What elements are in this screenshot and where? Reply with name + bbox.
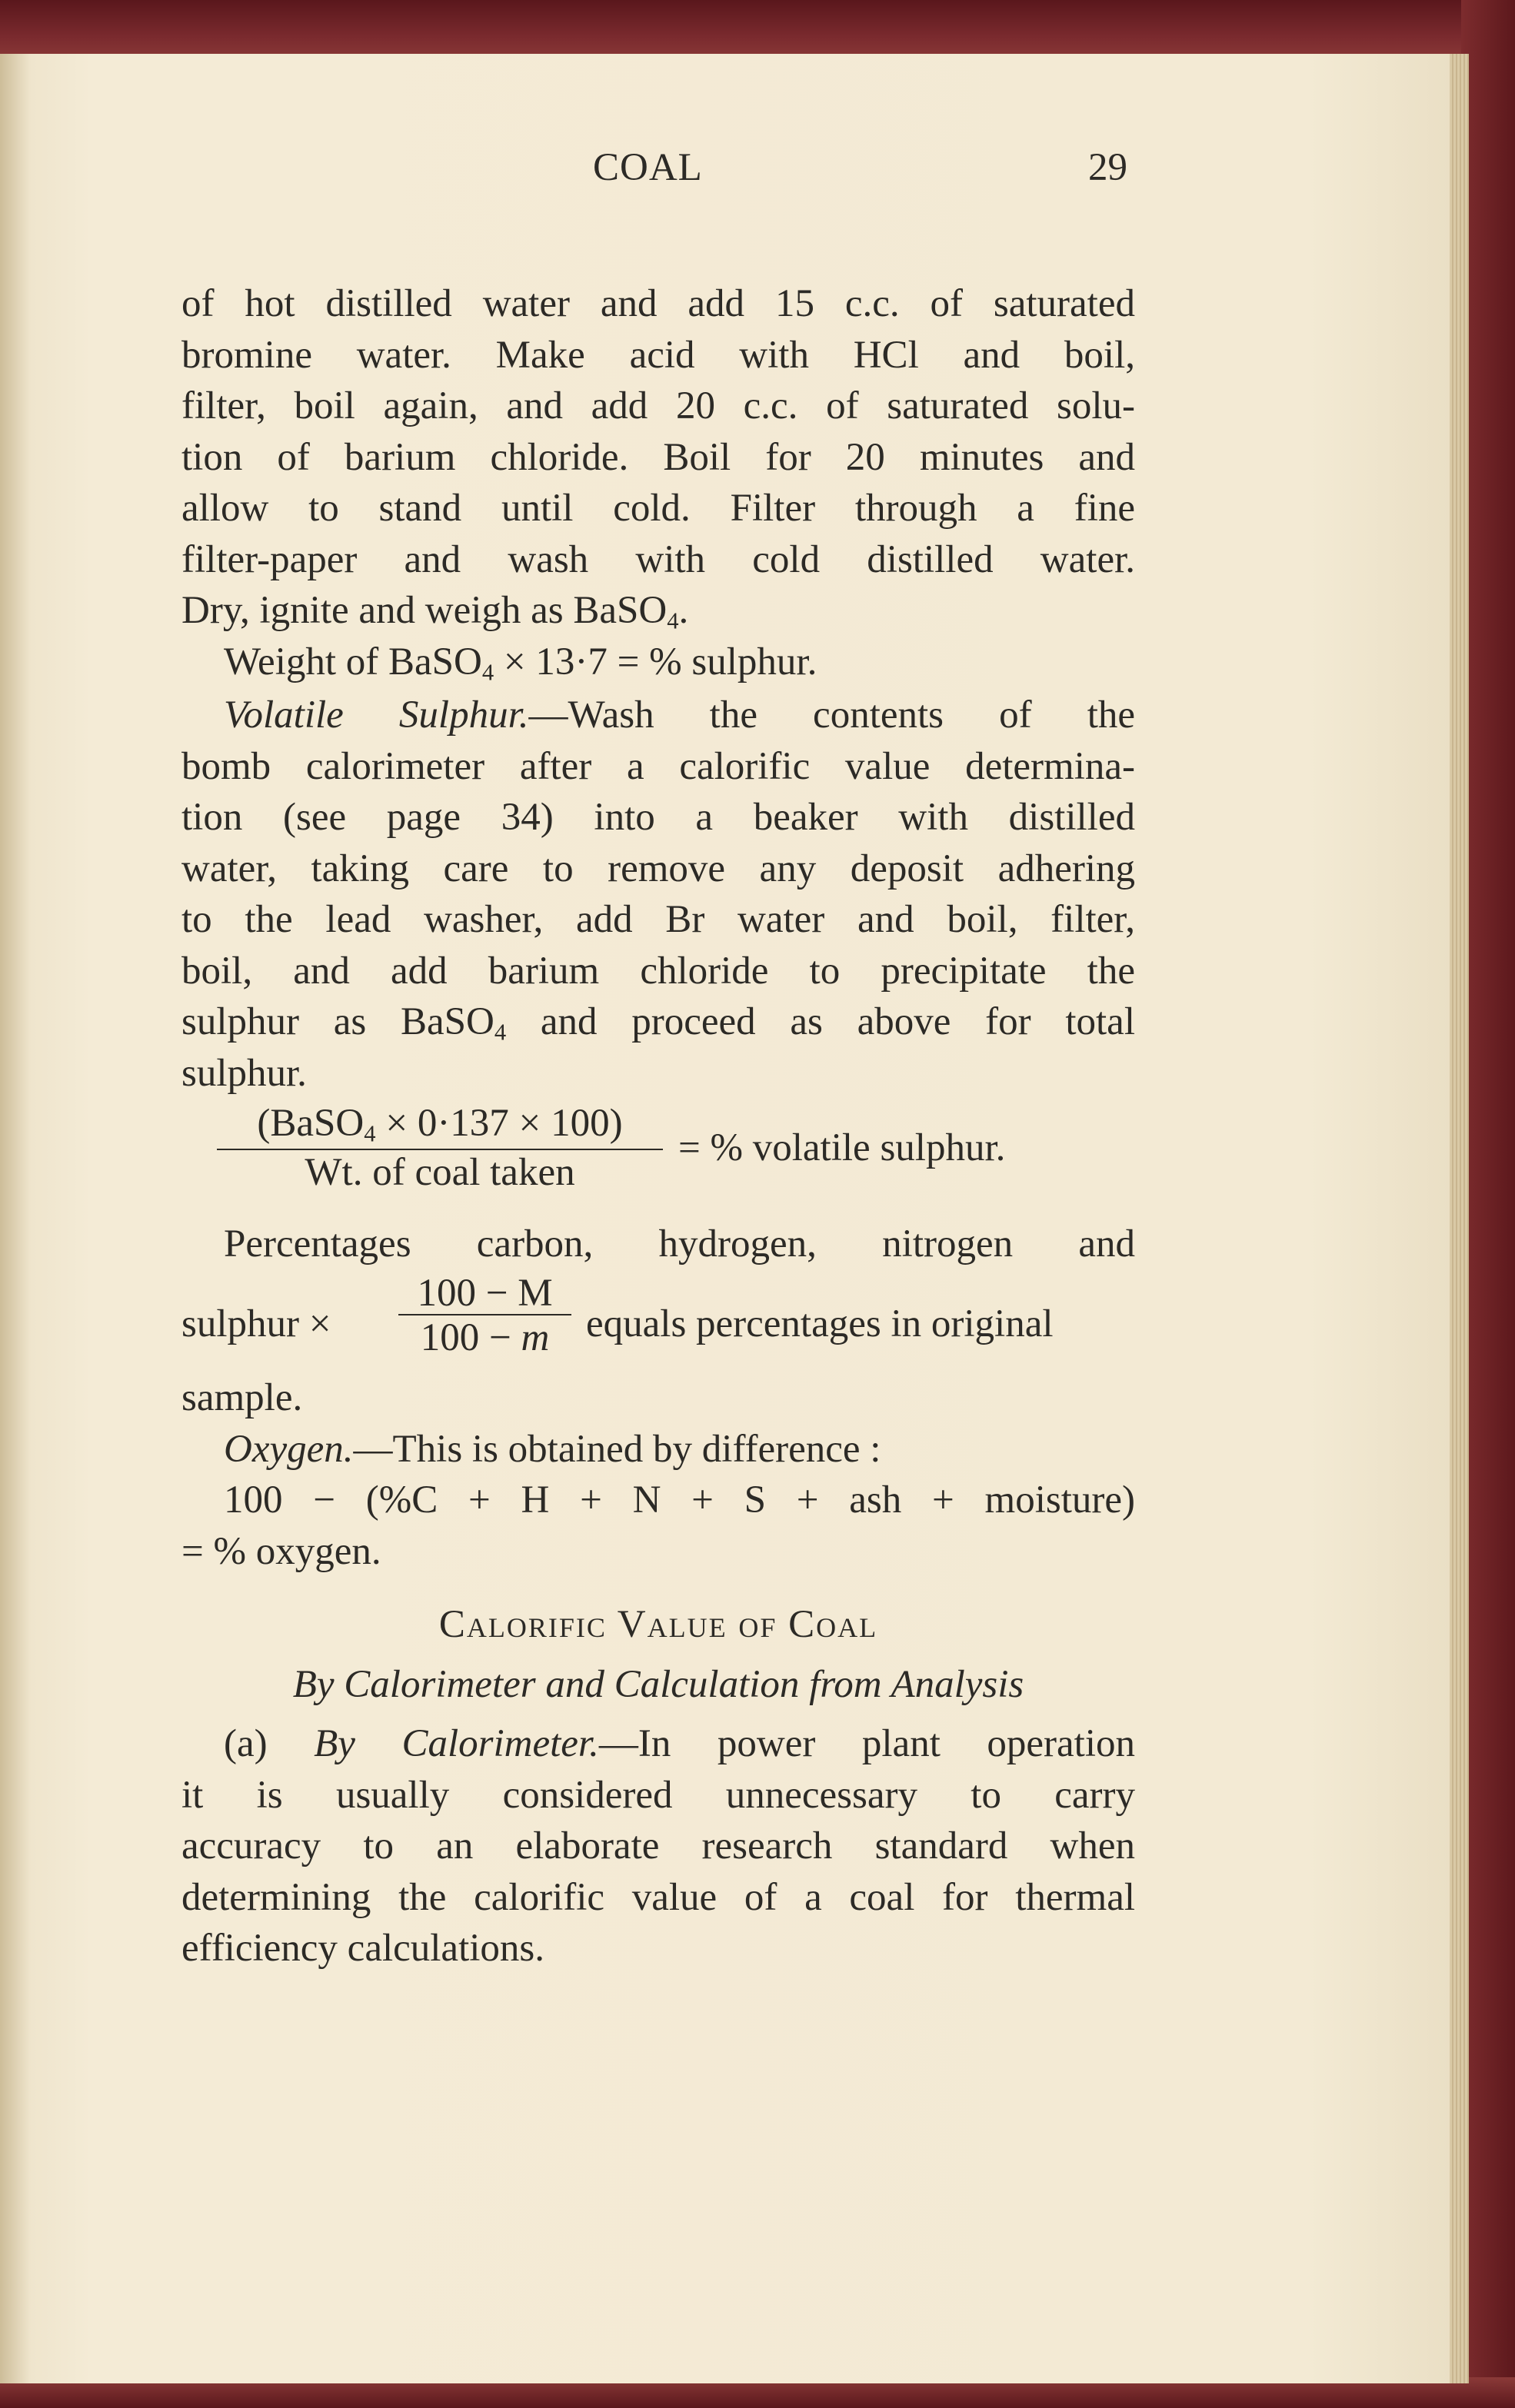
run-in-heading: Oxygen. bbox=[224, 1427, 354, 1471]
text-fragment: Dry, ignite and weigh as BaSO bbox=[181, 589, 668, 632]
fraction-denominator: Wt. of coal taken bbox=[305, 1151, 575, 1194]
text-line bbox=[181, 585, 1135, 637]
subscript: 4 bbox=[481, 659, 494, 686]
text-line: to the lead washer, add Br water and boil, filter, bbox=[181, 898, 1135, 941]
page-number: 29 bbox=[1088, 146, 1127, 189]
run-in-heading: By Calorimeter. bbox=[314, 1722, 599, 1765]
text-line: determining the calorific value of a coal for thermal bbox=[181, 1875, 1135, 1919]
text-fragment: 100 − bbox=[420, 1316, 521, 1359]
fraction-numerator bbox=[217, 1101, 663, 1150]
volatile-sulphur-formula bbox=[217, 1101, 1140, 1209]
text-fragment: Weight of BaSO bbox=[224, 640, 482, 683]
text-line: water, taking care to remove any deposit adhering bbox=[181, 846, 1135, 890]
text-line: tion (see page 34) into a beaker with distilled bbox=[181, 796, 1135, 839]
fraction-numerator: 100 − M bbox=[398, 1272, 571, 1315]
text-fragment: × 13·7 = % sulphur. bbox=[494, 640, 817, 683]
formula-result: = % volatile sulphur. bbox=[678, 1126, 1006, 1169]
text-line: sample. bbox=[181, 1376, 303, 1419]
fraction bbox=[398, 1272, 571, 1360]
section-subheading: By Calorimeter and Calculation from Analysis bbox=[292, 1663, 1024, 1706]
text-fragment: —This is obtained by difference : bbox=[353, 1427, 881, 1471]
text-line: Percentages carbon, hydrogen, nitrogen and bbox=[224, 1222, 1135, 1266]
text-fragment: sulphur as BaSO bbox=[181, 1000, 494, 1043]
oxygen-formula-result: = % oxygen. bbox=[181, 1529, 381, 1573]
volatile-sulphur-paragraph bbox=[181, 690, 1135, 1099]
text-fragment: (BaSO bbox=[257, 1102, 365, 1145]
section-heading: Calorific Value of Coal bbox=[438, 1603, 878, 1646]
text-fragment: (a) bbox=[224, 1722, 315, 1765]
fraction-denominator bbox=[398, 1315, 571, 1360]
text-line: allow to stand until cold. Filter through a fine bbox=[181, 487, 1135, 530]
page-gutter bbox=[0, 54, 31, 2383]
text-fragment: . bbox=[678, 589, 689, 632]
text-line: bomb calorimeter after a calorific value determina- bbox=[181, 744, 1135, 788]
subscript: 4 bbox=[494, 1019, 507, 1046]
calorimeter-paragraph bbox=[181, 1718, 1135, 1974]
text-fragment: —In power plant operation bbox=[598, 1722, 1135, 1765]
text-line bbox=[181, 1424, 1135, 1475]
page-header bbox=[181, 142, 1127, 196]
oxygen-formula: 100 − (%C + H + N + S + ash + moisture) bbox=[224, 1478, 1135, 1522]
subscript: 4 bbox=[667, 607, 679, 634]
weight-line bbox=[181, 637, 1135, 688]
text-line: filter, boil again, and add 20 c.c. of saturated solu- bbox=[181, 384, 1135, 427]
variable: m bbox=[521, 1316, 550, 1359]
running-head: COAL bbox=[593, 146, 703, 189]
text-line bbox=[181, 996, 1135, 1048]
subscript: 4 bbox=[364, 1120, 376, 1147]
run-in-heading: Volatile Sulphur. bbox=[224, 693, 529, 737]
text-fragment: —Wash the contents of the bbox=[528, 693, 1135, 737]
text-line bbox=[181, 1718, 1135, 1770]
formula-lhs: sulphur × bbox=[181, 1302, 331, 1345]
text-line: efficiency calculations. bbox=[181, 1927, 544, 1970]
book-cover-right bbox=[1461, 0, 1515, 2408]
text-line: tion of barium chloride. Boil for 20 minutes and bbox=[181, 435, 1135, 479]
book-cover-top bbox=[0, 0, 1515, 62]
percentages-line bbox=[181, 1219, 1135, 1270]
text-line: accuracy to an elaborate research standard when bbox=[181, 1824, 1135, 1868]
text-line: boil, and add barium chloride to precipitate the bbox=[181, 949, 1135, 993]
paragraph-1 bbox=[181, 278, 1135, 687]
text-line: sulphur. bbox=[181, 1051, 307, 1095]
text-line: filter-paper and wash with cold distilled water. bbox=[181, 537, 1135, 581]
text-line bbox=[181, 690, 1135, 741]
text-line: bromine water. Make acid with HCl and boil, bbox=[181, 333, 1135, 377]
formula-rest: equals percentages in original bbox=[586, 1302, 1054, 1345]
text-fragment: and proceed as above for total bbox=[506, 1000, 1135, 1043]
text-line: it is usually considered unnecessary to carry bbox=[181, 1773, 1135, 1817]
text-fragment: × 0·137 × 100) bbox=[375, 1102, 623, 1145]
oxygen-paragraph bbox=[181, 1372, 1135, 1577]
text-line: of hot distilled water and add 15 c.c. of saturated bbox=[181, 282, 1135, 325]
percentages-formula bbox=[181, 1272, 1135, 1372]
fraction bbox=[217, 1101, 663, 1195]
